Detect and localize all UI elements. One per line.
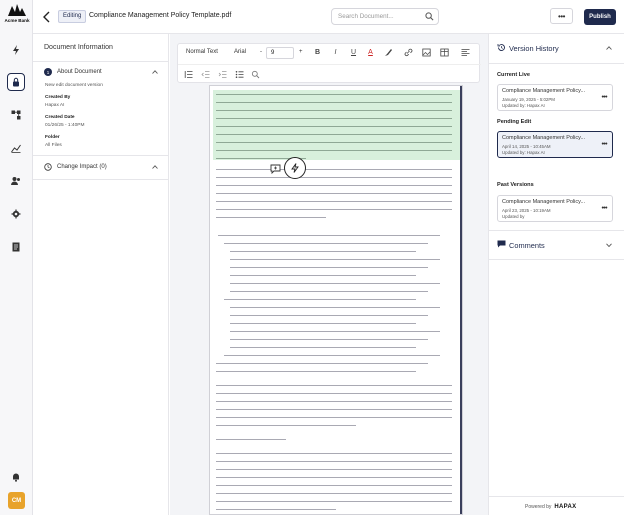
document-text-line [216,469,452,470]
document-text-line [230,347,416,348]
text-color-icon[interactable]: A [368,49,373,56]
italic-icon[interactable]: I [334,49,337,56]
document-text-line [216,110,452,111]
document-text-line [216,493,452,494]
underline-icon[interactable]: U [350,49,357,56]
font-family-select[interactable]: Arial [234,49,247,55]
document-info-panel [33,34,169,515]
document-text-line [216,477,452,478]
search-icon [425,12,434,21]
users-icon[interactable] [8,173,24,189]
avatar[interactable]: CM [8,492,25,509]
font-size-increase-button[interactable]: + [299,49,303,55]
document-text-line [216,94,452,95]
bank-logo-icon [7,3,27,17]
bolt-icon[interactable] [8,42,24,58]
search-input[interactable] [331,8,439,25]
more-options-icon[interactable]: ••• [601,205,607,212]
clock-icon [44,163,52,171]
current-version-card[interactable] [497,84,613,111]
document-text-line [216,453,452,454]
document-text-line [216,385,452,386]
created-date-value: 01/26/25 - 1:40PM [45,123,85,128]
created-by-label: Created By [45,95,71,100]
formatting-toolbar [177,43,480,83]
divider [489,230,624,231]
outdent-icon[interactable] [201,70,210,79]
version-date: April 14, 2025 - 10:45AM [502,144,551,149]
document-text-line [218,235,440,236]
editing-badge: Editing [58,10,86,23]
about-document-label: About Document [57,69,102,75]
version-date: January 19, 2025 - 5:02PM [502,97,555,102]
document-text-line [216,193,452,194]
more-options-icon[interactable]: ••• [601,94,607,101]
document-text-line [216,209,452,210]
comments-title[interactable]: Comments [509,241,545,250]
document-text-line [216,118,452,119]
document-description: New edit document version [45,83,103,88]
folder-label: Folder [45,135,60,140]
step-number: 1 [44,68,52,76]
logo-text: Acme Bank [4,18,30,23]
document-text-line [216,485,452,486]
gear-icon[interactable] [8,206,24,222]
pending-version-card[interactable] [497,131,613,158]
current-live-label: Current Live [497,72,530,78]
past-versions-label: Past Versions [497,182,534,188]
document-text-line [216,134,452,135]
divider [489,259,624,260]
more-options-button[interactable]: ••• [550,8,573,24]
document-text-line [216,185,452,186]
document-text-line [216,142,452,143]
document-text-line [230,291,428,292]
add-comment-icon[interactable] [270,164,281,174]
highlighter-icon[interactable] [384,48,393,57]
document-text-line [216,217,326,218]
divider [489,496,624,497]
document-text-line [224,299,416,300]
document-text-line [216,150,452,151]
divider [489,63,624,64]
document-info-title: Document Information [44,44,113,51]
font-size-input[interactable]: 9 [266,47,294,59]
bold-icon[interactable]: B [314,49,321,56]
more-options-icon[interactable]: ••• [601,141,607,148]
history-icon [497,43,506,52]
document-text-line [230,315,428,316]
ai-assist-button[interactable] [284,157,306,179]
document-text-line [216,461,452,462]
document-text-line [216,371,416,372]
document-text-line [216,102,452,103]
document-text-line [224,355,440,356]
document-icon[interactable] [8,239,24,255]
line-spacing-icon[interactable] [184,70,193,79]
version-name: Compliance Management Policy... [502,135,586,141]
document-text-line [230,259,440,260]
document-text-line [216,425,356,426]
publish-button[interactable]: Publish [584,9,616,25]
document-text-line [230,267,428,268]
app-logo[interactable] [4,3,30,23]
link-icon[interactable] [404,48,413,57]
bell-icon[interactable] [8,469,24,485]
page-scroll-indicator [460,86,462,515]
divider [33,179,169,180]
document-text-line [224,243,428,244]
document-text-line [216,201,452,202]
version-history-panel [488,34,624,515]
pending-edit-label: Pending Edit [497,119,532,125]
document-text-line [230,323,416,324]
font-size-decrease-button[interactable]: - [260,49,262,55]
version-date: April 23, 2025 - 10:19AM [502,208,551,213]
document-text-line [216,417,452,418]
left-nav-rail [0,0,33,515]
created-by-value: Hapax AI [45,103,65,108]
divider [33,155,169,156]
document-text-line [216,439,286,440]
powered-by-label: Powered by [525,504,552,510]
document-text-line [216,501,452,502]
document-title: Compliance Management Policy Template.pdf [89,12,232,19]
document-text-line [216,177,452,178]
change-impact-label: Change Impact (0) [57,164,107,170]
document-text-line [216,126,452,127]
version-name: Compliance Management Policy... [502,88,586,94]
bolt-icon [290,163,300,173]
version-updated-by: Updated by: Hapax AI [502,150,545,155]
text-style-select[interactable]: Normal Text [186,49,218,55]
document-text-line [216,363,428,364]
back-arrow-icon[interactable] [42,11,52,23]
version-updated-by: Updated by: Hapax AI [502,103,545,108]
chart-icon[interactable] [8,140,24,156]
version-name: Compliance Management Policy... [502,199,586,205]
folder-value: All Files [45,143,62,148]
workflow-icon[interactable] [8,107,24,123]
search-placeholder: Search Document... [338,13,394,20]
top-bar [33,0,624,34]
document-text-line [230,339,428,340]
chevron-up-icon[interactable] [152,70,158,74]
document-text-line [216,169,452,170]
zoom-icon[interactable] [251,70,260,79]
document-text-line [216,409,452,410]
comments-icon [497,240,506,248]
indent-icon[interactable] [218,70,227,79]
change-impact-header[interactable] [44,163,107,171]
version-history-title: Version History [509,44,559,53]
chevron-up-icon[interactable] [152,165,158,169]
table-icon[interactable] [440,48,449,57]
version-updated-by: Updated by [502,214,525,219]
document-text-line [216,509,336,510]
document-text-line [230,331,440,332]
document-text-line [230,275,416,276]
hapax-brand: HAPAX [554,504,577,510]
lock-icon[interactable] [7,73,25,91]
image-icon[interactable] [422,48,431,57]
past-version-card[interactable] [497,195,613,222]
created-date-label: Created Date [45,115,75,120]
document-page[interactable] [209,85,463,515]
bullet-list-icon[interactable] [235,70,244,79]
document-text-line [230,251,416,252]
chevron-up-icon[interactable] [606,46,612,50]
align-icon[interactable] [461,48,470,57]
chevron-down-icon[interactable] [606,243,612,247]
document-text-line [230,307,440,308]
document-text-line [216,401,452,402]
about-document-header[interactable] [44,68,102,76]
toolbar-divider [178,64,481,65]
document-text-line [230,283,440,284]
divider [33,61,169,62]
powered-by [525,504,576,510]
document-text-line [216,393,452,394]
